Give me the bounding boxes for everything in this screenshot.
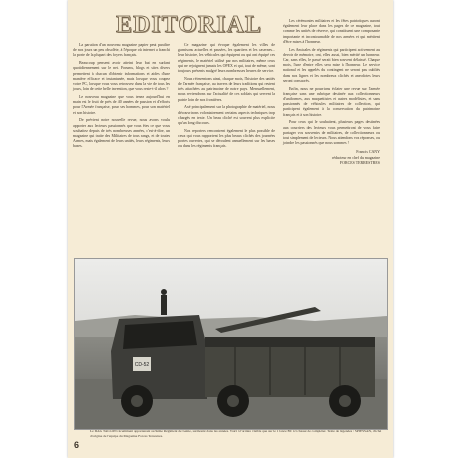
signature-name: Francis CANY [356,149,380,155]
crewman [161,295,167,315]
paragraph: Ce magazine qui évoque également les villes de garnisons actuelles et passées, les quartiers et les casernes... leur histoire, les véhicules qui équipent ou qui ont équipé ces régiments, le matériel utilisé par nos militaires, même ceux qui ne rejoignent jamais les OPEX et qui, tout de même, sont toujours présents malgré leurs nombreuses heures de service. [178,42,275,74]
paragraph: Les cérémonies militaires et les fêtes patriotiques auront également leur place dans les pages de ce magazine, tout comme les unités de réserve, qui constituent une composante importante et incontournable de nos armées et qui méritent d'être mises à l'honneur. [283,18,380,44]
magazine-page [68,0,393,458]
paragraph: Nous réinventons ainsi, chaque mois, l'histoire des unités de l'armée française, au travers de leurs traditions qui restent très attachées au patrimoine de notre pays. Mensuellement, nous reviendrons sur l'actualité de ces soldats qui servent la patrie loin de nos frontières. [178,75,275,102]
paragraph: La parution d'un nouveau magazine papier peut paraître de nos jours un peu obsolète, à l'époque où internet a franchi la porte de la plupart des foyers français. [73,42,170,58]
paragraph: Les Amicales de régiments qui participent activement au devoir de mémoire, ont, elles aussi, bien mérité un honneur. Car, sans elles, le passé serait bien souvent délaissé. Chaque mois, l'une d'entre elles sera mise à l'honneur. Le service national et les appelés du contingent ne seront pas oubliés dans nos lignes et les nombreux clichés et anecdotes leurs seront consacrés. [283,46,380,83]
paragraph: Enfin, nous ne pourrions éclater une revue sur l'armée française sans une rubrique destinée aux collectionneurs d'uniformes, aux maquettistes et autres modélistes, et sans passionnés de véhicules militaires de collection, qui participent également à la conservation du patrimoine français et à son histoire. [283,85,380,117]
paragraph: Axé principalement sur la photographie de matériel, nous découvrirons volontairement certains aspects techniques trop chargés en texte. Un beau cliché est souvent plus explicite qu'un long discours. [178,104,275,126]
paragraph: Beaucoup pensent avoir atteint leur but en surfant quotidiennement sur le net. Forums, blogs et sites divers permettent à chacun d'obtenir informations et aides d'une manière efficace et instantanée, mais lorsque vous coupez votre PC, lorsque vous vous retrouvez dans la vie de tous les jours, loin de cette belle invention, que vous reste-t-il alors ? [73,60,170,92]
text-column-1 [73,42,170,151]
text-column-3 [283,18,380,165]
paragraph: Pour ceux qui le souhaitent, plusieurs pages destinées aux courriers des lecteurs vous permettront de vous faire partager vos souvenirs de militaires, de collectionneurs ou tout simplement de lecteurs. Nous attendons vos réponses, ou joindre les passionnés que nous sommes ! [283,119,380,146]
signature-magazine: FORCES TERRESTRES [339,159,380,165]
paragraph: Nos reporters rencontrent également le plus possible de ceux qui vous rapportent les plus beaux clichés des journées portes ouvertes, qui se déroulent annuellement sur les bases ou dans les régiments français. [178,127,275,149]
door-code: CD-52 [134,362,150,368]
cargo-rail [205,337,375,347]
paragraph: Le nouveau magazine que vous tenez aujourd'hui en main est le fruit de près de 40 années de passion et d'efforts pour l'Armée française, pour ses hommes, pour son matériel et son histoire. [73,94,170,115]
text-column-2 [178,42,275,151]
windscreen [123,321,197,349]
page-number: 6 [74,440,80,450]
page-title: EDITORIAL [116,12,262,38]
photo-caption: Le DAG TALLON récemment appartenant au 9ème Régiment de Génie, surmonté dans les années. Voici à l'arrière visible que sur le 1 lance BC ici chassé de compléter. Texte de légendes : SPIESSAN, cliché d'origine de l'équipe du Magazine Forces Terrestres. [90,429,382,438]
signature-block [283,149,380,165]
paragraph: De prévient notre nouvelle revue, nous avons voulu apporter aux lecteurs passionnés que vous êtes ce que vous souhaitez depuis de très nombreuses années, c'est-à-dire, un magazine qui traite des Militaires de tous rangs, et de toutes Armes, mais également de leurs unités, leurs régiments, leurs bases. [73,117,170,149]
military-vehicle-photo [74,258,388,430]
signature-role: rédacteur en chef du magazine [331,154,380,160]
